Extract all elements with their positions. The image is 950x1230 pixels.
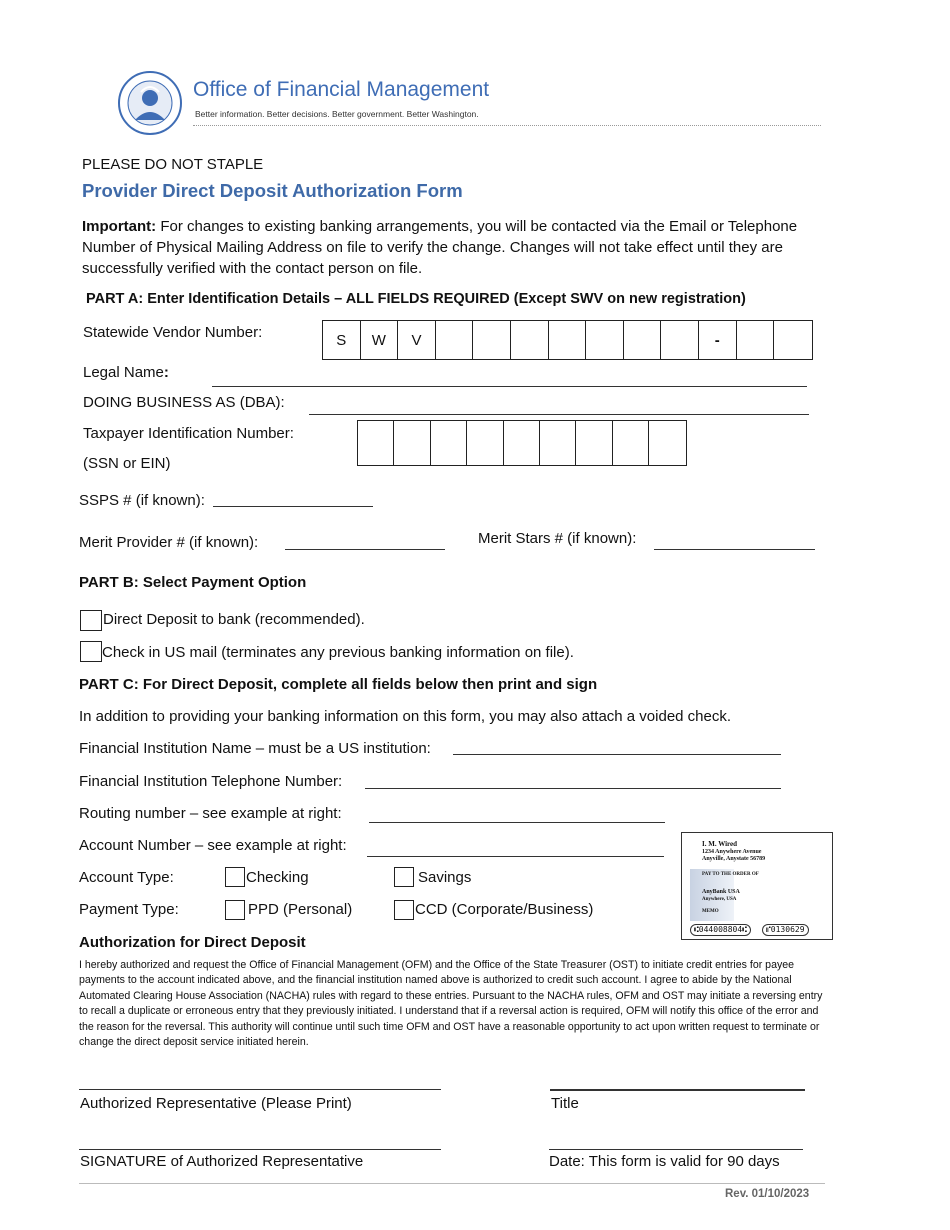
check-routing-number: ⑆044008804⑆: [690, 924, 751, 936]
fi-phone-label: Financial Institution Telephone Number:: [79, 773, 343, 790]
savings-label: Savings: [418, 869, 472, 886]
check-address-2: Anyville, Anystate 56789: [702, 856, 766, 862]
title-label: Title: [551, 1095, 579, 1112]
direct-deposit-checkbox[interactable]: [80, 610, 102, 631]
header-divider: [193, 125, 821, 126]
state-seal-icon: [117, 70, 183, 136]
date-field[interactable]: [549, 1149, 803, 1150]
fi-name-field[interactable]: [453, 754, 781, 755]
tin-cell-7[interactable]: [576, 421, 612, 465]
checking-checkbox[interactable]: [225, 867, 245, 887]
tin-cell-3[interactable]: [431, 421, 467, 465]
tin-cell-2[interactable]: [394, 421, 430, 465]
payment-type-label: Payment Type:: [79, 901, 179, 918]
tin-cell-4[interactable]: [467, 421, 503, 465]
authorization-text: I hereby authorized and request the Office of Financial Management (OFM) and the Office of the State Treasurer (OST) to initiate credit entries for payee payments to the account indicated above, and the financial institution named above is authorized to credit such account. I agree to abide by the National Automated Clearing House Association (NACHA) rules with regard to these entries. Pursuant to the NACHA rules, OFM and OST may initiate a reversing entry to recall a duplicate or erroneous entry that they previously initiated. I understand that if a reversal action is required, OFM will notify this office of the error and the reason for the reversal. This authority will continue until such time OFM and OST have a reasonable opportunity to act upon written request to terminate or change the direct deposit service initiated herein.: [79, 959, 823, 1049]
direct-deposit-option-label: Direct Deposit to bank (recommended).: [103, 611, 365, 628]
legal-name-label: [83, 364, 169, 382]
part-c-heading: PART C: For Direct Deposit, complete all fields below then print and sign: [79, 676, 598, 693]
org-tagline: Better information. Better decisions. Better government. Better Washington.: [195, 109, 479, 119]
authorization-heading: Authorization for Direct Deposit: [79, 934, 306, 951]
important-label: Important:: [82, 218, 157, 235]
check-mail-option-label: Check in US mail (terminates any previous banking information on file).: [102, 644, 574, 661]
vendor-number-label: Statewide Vendor Number:: [83, 324, 263, 341]
vendor-cell-12[interactable]: [737, 321, 775, 359]
do-not-staple-notice: PLEASE DO NOT STAPLE: [82, 156, 264, 173]
signature-label: SIGNATURE of Authorized Representative: [80, 1153, 364, 1170]
check-account-number: ⑈0130629: [762, 924, 809, 936]
ppd-label: PPD (Personal): [248, 901, 353, 918]
account-number-field[interactable]: [367, 856, 664, 857]
merit-provider-field[interactable]: [285, 549, 445, 550]
org-name: Office of Financial Management: [193, 78, 490, 101]
vendor-cell-3[interactable]: V: [398, 321, 436, 359]
rep-print-field[interactable]: [79, 1089, 441, 1090]
tin-cell-9[interactable]: [649, 421, 685, 465]
form-title: Provider Direct Deposit Authorization Form: [82, 180, 463, 201]
vendor-cell-5[interactable]: [473, 321, 511, 359]
account-type-label: Account Type:: [79, 869, 174, 886]
date-label: Date: This form is valid for 90 days: [549, 1153, 780, 1170]
fi-phone-field[interactable]: [365, 788, 781, 789]
ssps-field[interactable]: [213, 506, 373, 507]
vendor-cell-8[interactable]: [586, 321, 624, 359]
check-bank: AnyBank USA: [702, 889, 740, 895]
routing-field[interactable]: [369, 822, 665, 823]
vendor-number-cells[interactable]: [322, 320, 813, 360]
part-b-heading: PART B: Select Payment Option: [79, 574, 307, 591]
part-c-intro: In addition to providing your banking information on this form, you may also attach a voided check.: [79, 708, 732, 725]
vendor-cell-9[interactable]: [624, 321, 662, 359]
vendor-cell-10[interactable]: [661, 321, 699, 359]
merit-stars-label: Merit Stars # (if known):: [478, 530, 637, 547]
check-memo: MEMO: [702, 909, 719, 914]
important-paragraph: [82, 216, 842, 279]
merit-stars-field[interactable]: [654, 549, 815, 550]
tin-cell-8[interactable]: [613, 421, 649, 465]
vendor-cell-7[interactable]: [549, 321, 587, 359]
account-number-label: Account Number – see example at right:: [79, 837, 347, 854]
tin-cell-6[interactable]: [540, 421, 576, 465]
savings-checkbox[interactable]: [394, 867, 414, 887]
merit-provider-label: Merit Provider # (if known):: [79, 534, 259, 551]
vendor-cell-4[interactable]: [436, 321, 474, 359]
revision-date: Rev. 01/10/2023: [725, 1188, 810, 1200]
tin-sublabel: (SSN or EIN): [83, 455, 171, 472]
check-name: I. M. Wired: [702, 840, 738, 848]
tin-cell-5[interactable]: [504, 421, 540, 465]
part-a-heading: PART A: Enter Identification Details – ALL FIELDS REQUIRED (Except SWV on new registration): [86, 291, 746, 307]
checking-label: Checking: [246, 869, 309, 886]
signature-field[interactable]: [79, 1149, 441, 1150]
dba-field[interactable]: [309, 414, 809, 415]
vendor-cell-6[interactable]: [511, 321, 549, 359]
rep-print-label: Authorized Representative (Please Print): [80, 1095, 352, 1112]
important-text: For changes to existing banking arrangements, you will be contacted via the Email or Telephone Number of Physical Mailing Address on file to verify the change. Changes will not take effect until they are successfully verified with the contact person on file.: [82, 218, 798, 277]
title-field[interactable]: [550, 1089, 805, 1091]
check-pay-to: PAY TO THE ORDER OF: [702, 872, 759, 877]
check-mail-checkbox[interactable]: [80, 641, 102, 662]
legal-name-colon: :: [163, 364, 169, 381]
vendor-cell-11[interactable]: -: [699, 321, 737, 359]
ccd-label: CCD (Corporate/Business): [415, 901, 594, 918]
tin-cells[interactable]: [357, 420, 687, 466]
ccd-checkbox[interactable]: [394, 900, 414, 920]
vendor-cell-1[interactable]: S: [323, 321, 361, 359]
fi-name-label: Financial Institution Name – must be a US institution:: [79, 740, 431, 757]
ssps-label: SSPS # (if known):: [79, 492, 205, 509]
check-bank-city: Anywhere, USA: [702, 897, 737, 902]
tin-label: Taxpayer Identification Number:: [83, 425, 294, 442]
dba-label: DOING BUSINESS AS (DBA):: [83, 394, 285, 411]
vendor-cell-13[interactable]: [774, 321, 812, 359]
ppd-checkbox[interactable]: [225, 900, 245, 920]
routing-label: Routing number – see example at right:: [79, 805, 342, 822]
tin-cell-1[interactable]: [358, 421, 394, 465]
sample-check-image: [681, 832, 833, 940]
check-address-1: 1234 Anywhere Avenue: [702, 849, 762, 855]
footer-divider: [79, 1183, 825, 1184]
vendor-cell-2[interactable]: W: [361, 321, 399, 359]
legal-name-field[interactable]: [212, 386, 807, 387]
legal-name-text: Legal Name: [83, 364, 164, 381]
